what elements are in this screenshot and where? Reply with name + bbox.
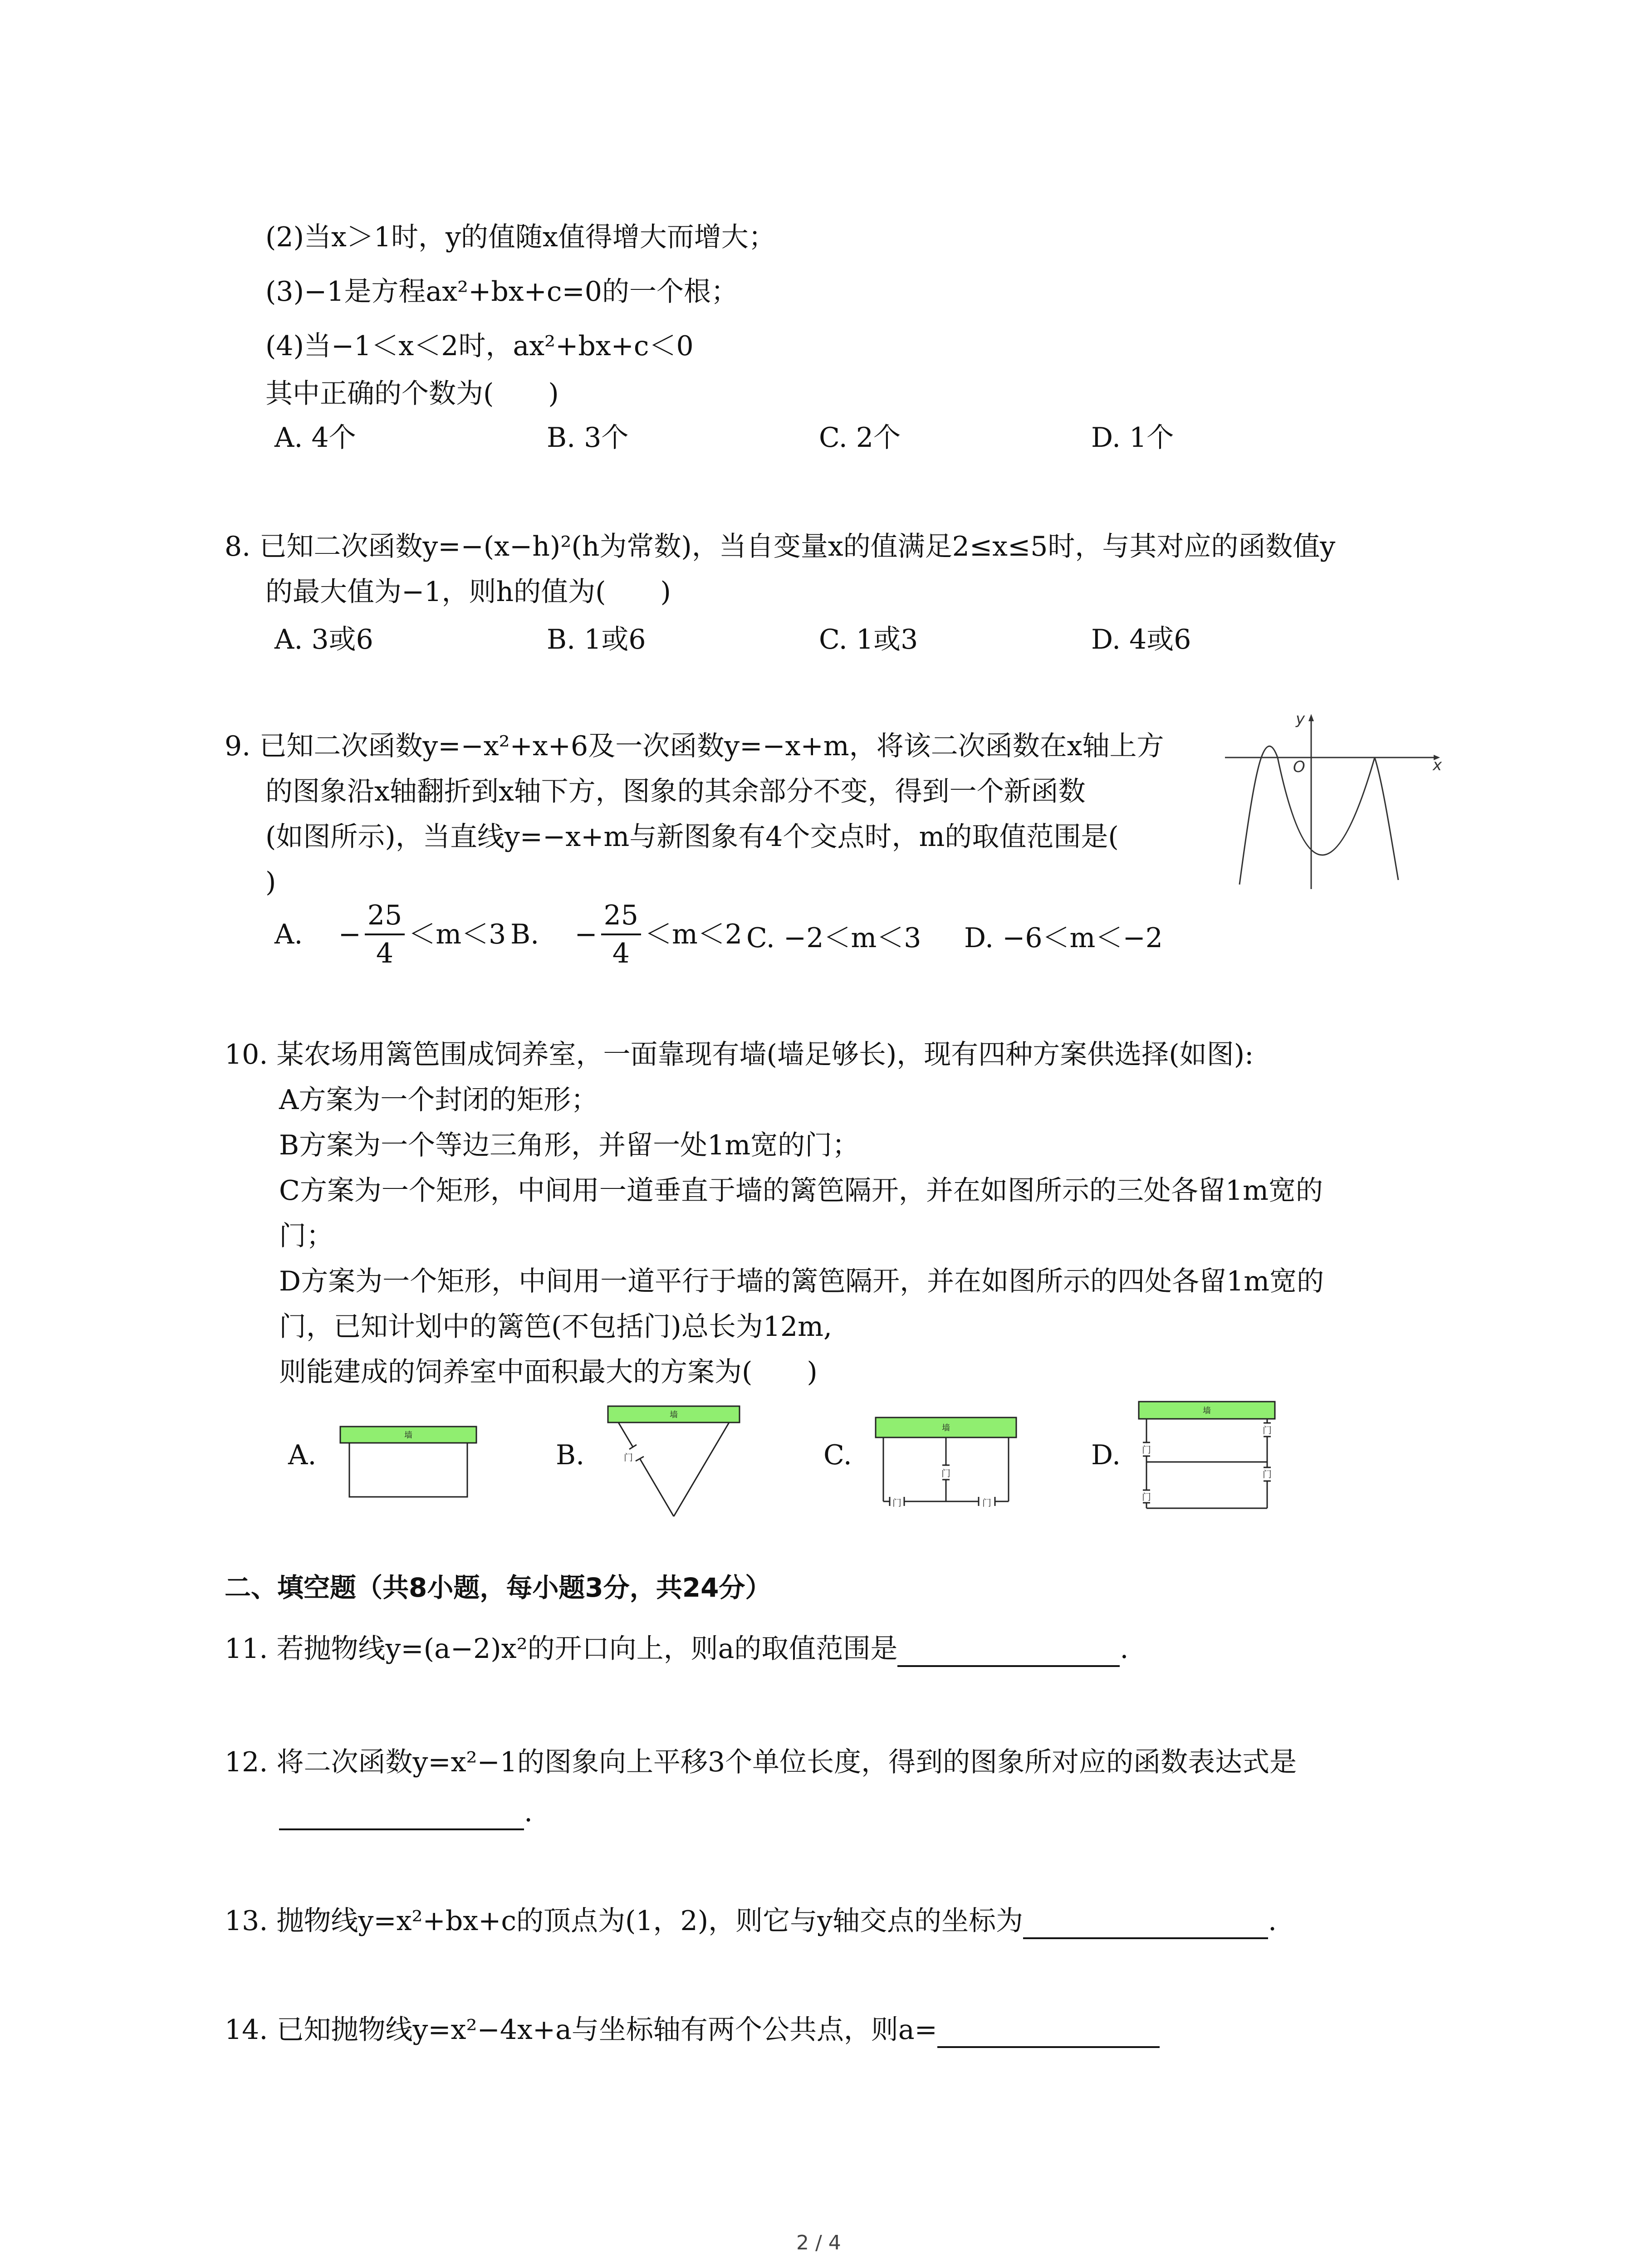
q9-option-b-denominator: 4 [612, 938, 630, 969]
q10-line-4: C方案为一个矩形，中间用一道垂直于墙的篱笆隔开，并在如图所示的三处各留1m宽的 [279, 1175, 1323, 1207]
q9-option-a [274, 899, 506, 969]
q9-option-d: D. −6＜m＜−2 [964, 922, 1163, 954]
q14-text [225, 2012, 1160, 2048]
q10-figure-d [1136, 1399, 1277, 1517]
q10-line-7: 门，已知计划中的篱笆(不包括门)总长为12m, [279, 1311, 833, 1343]
q8-option-a: A. 3或6 [274, 624, 373, 655]
q9-option-b-letter: B. [510, 919, 539, 950]
q11-end: . [1120, 1633, 1129, 1665]
folded-arch-curve [1261, 746, 1278, 758]
door-label: 门 [624, 1452, 633, 1463]
door-gap-marker [636, 1457, 644, 1461]
q9-line-3: (如图所示)，当直线y=−x+m与新图象有4个交点时，m的取值范围是( [265, 821, 1119, 853]
wall-label: 墙 [670, 1410, 678, 1420]
wall-label: 墙 [942, 1423, 950, 1433]
q10-option-d-letter: D. [1091, 1439, 1121, 1471]
y-axis-label: y [1296, 710, 1305, 728]
q13-text [225, 1903, 1277, 1939]
q7-option-b: B. 3个 [547, 422, 629, 454]
q9-option-a-denominator: 4 [376, 938, 394, 969]
left-branch-curve [1239, 758, 1261, 885]
q9-option-a-letter: A. [274, 919, 303, 950]
q9-line-2: 的图象沿x轴翻折到x轴下方，图象的其余部分不变，得到一个新函数 [265, 776, 1086, 807]
q8-line-2: 的最大值为−1，则h的值为( ) [265, 576, 671, 608]
wall-label: 墙 [1203, 1406, 1211, 1416]
q11-stem: 11. 若抛物线y=(a−2)x²的开口向上，则a的取值范围是 [225, 1633, 898, 1665]
q9-line-4: ) [265, 866, 276, 898]
page-number: 2 / 4 [796, 2231, 841, 2254]
q7-statement-3: (3)−1是方程ax²+bx+c=0的一个根； [265, 276, 738, 308]
q7-question: 其中正确的个数为( ) [265, 378, 559, 410]
fence-rectangle [349, 1443, 467, 1497]
q10-option-c-letter: C. [823, 1439, 852, 1471]
q10-line-6: D方案为一个矩形，中间用一道平行于墙的篱笆隔开，并在如图所示的四处各留1m宽的 [279, 1266, 1324, 1297]
q13-answer-blank[interactable] [1023, 1910, 1268, 1939]
door-gap-marker [629, 1445, 637, 1449]
q9-option-a-range: ＜m＜3 [408, 919, 506, 950]
wall-label: 墙 [404, 1431, 412, 1440]
parabola-bowl-curve [1278, 758, 1375, 855]
q10-option-b-letter: B. [556, 1439, 585, 1471]
x-axis-label: x [1433, 756, 1442, 774]
q8-line-1: 8. 已知二次函数y=−(x−h)²(h为常数)，当自变量x的值满足2≤x≤5时，与其对应的函数值y [225, 531, 1336, 562]
q12-line-1: 12. 将二次函数y=x²−1的图象向上平移3个单位长度，得到的图象所对应的函数表达式是 [225, 1746, 1297, 1778]
q7-option-c: C. 2个 [819, 422, 901, 454]
q10-line-2: A方案为一个封闭的矩形； [279, 1084, 598, 1116]
q11-answer-blank[interactable] [897, 1638, 1120, 1667]
y-axis-arrow [1308, 714, 1314, 721]
q10-line-1: 10. 某农场用篱笆围成饲养室，一面靠现有墙(墙足够长)，现有四种方案供选择(如图): [225, 1039, 1254, 1070]
fence-left-top [618, 1422, 633, 1447]
q9-option-c: C. −2＜m＜3 [746, 922, 921, 954]
q7-option-a: A. 4个 [274, 422, 356, 454]
right-branch-curve [1375, 758, 1398, 880]
q10-line-3: B方案为一个等边三角形，并留一处1m宽的门； [279, 1129, 860, 1161]
q12-answer-blank[interactable] [279, 1801, 524, 1830]
door-label: 门 [982, 1497, 991, 1508]
section-2-title: 二、填空题（共8小题，每小题3分，共24分） [225, 1572, 772, 1603]
q8-option-c: C. 1或3 [819, 624, 918, 655]
q7-option-d: D. 1个 [1091, 422, 1174, 454]
fence-left-bottom [640, 1459, 674, 1516]
door-label: 门 [1142, 1491, 1151, 1502]
q9-line-1: 9. 已知二次函数y=−x²+x+6及一次函数y=−x+m，将该二次函数在x轴上方 [225, 730, 1164, 762]
fence-right [674, 1422, 729, 1516]
q9-option-b-numerator: 25 [601, 902, 641, 935]
q10-line-5: 门； [279, 1220, 333, 1252]
q13-end: . [1268, 1905, 1277, 1937]
q9-option-b-range: ＜m＜2 [644, 919, 743, 950]
q9-option-b [510, 899, 743, 969]
q10-figure-c [873, 1415, 1019, 1510]
q8-option-b: B. 1或6 [547, 624, 646, 655]
door-label: 门 [1263, 1425, 1272, 1436]
q10-option-a-letter: A. [288, 1439, 317, 1471]
origin-label: O [1293, 758, 1305, 776]
q10-line-8: 则能建成的饲养室中面积最大的方案为( ) [279, 1356, 818, 1388]
q9-option-b-fraction [601, 899, 641, 969]
q13-stem: 13. 抛物线y=x²+bx+c的顶点为(1，2)，则它与y轴交点的坐标为 [225, 1905, 1024, 1937]
door-label: 门 [941, 1468, 950, 1479]
q9-option-a-numerator: 25 [365, 902, 405, 935]
q9-option-a-fraction [365, 899, 405, 969]
q7-statement-4: (4)当−1＜x＜2时，ax²+bx+c＜0 [265, 330, 694, 362]
q14-answer-blank[interactable] [937, 2019, 1160, 2048]
q10-figure-a [338, 1424, 479, 1506]
door-label: 门 [892, 1497, 901, 1508]
q9-option-a-sign: − [338, 919, 361, 950]
q11-text [225, 1631, 1128, 1667]
q12-end: . [524, 1796, 533, 1828]
q7-statement-2: (2)当x＞1时，y的值随x值得增大而增大； [265, 221, 776, 253]
door-label: 门 [1263, 1469, 1272, 1480]
q8-option-d: D. 4或6 [1091, 624, 1191, 655]
door-label: 门 [1142, 1444, 1151, 1455]
q9-option-b-sign: − [574, 919, 598, 950]
q14-stem: 14. 已知抛物线y=x²−4x+a与坐标轴有两个公共点，则a= [225, 2014, 937, 2046]
q10-figure-b [606, 1404, 742, 1522]
q9-graph-figure [1220, 708, 1456, 898]
q12-line-2 [279, 1794, 533, 1830]
